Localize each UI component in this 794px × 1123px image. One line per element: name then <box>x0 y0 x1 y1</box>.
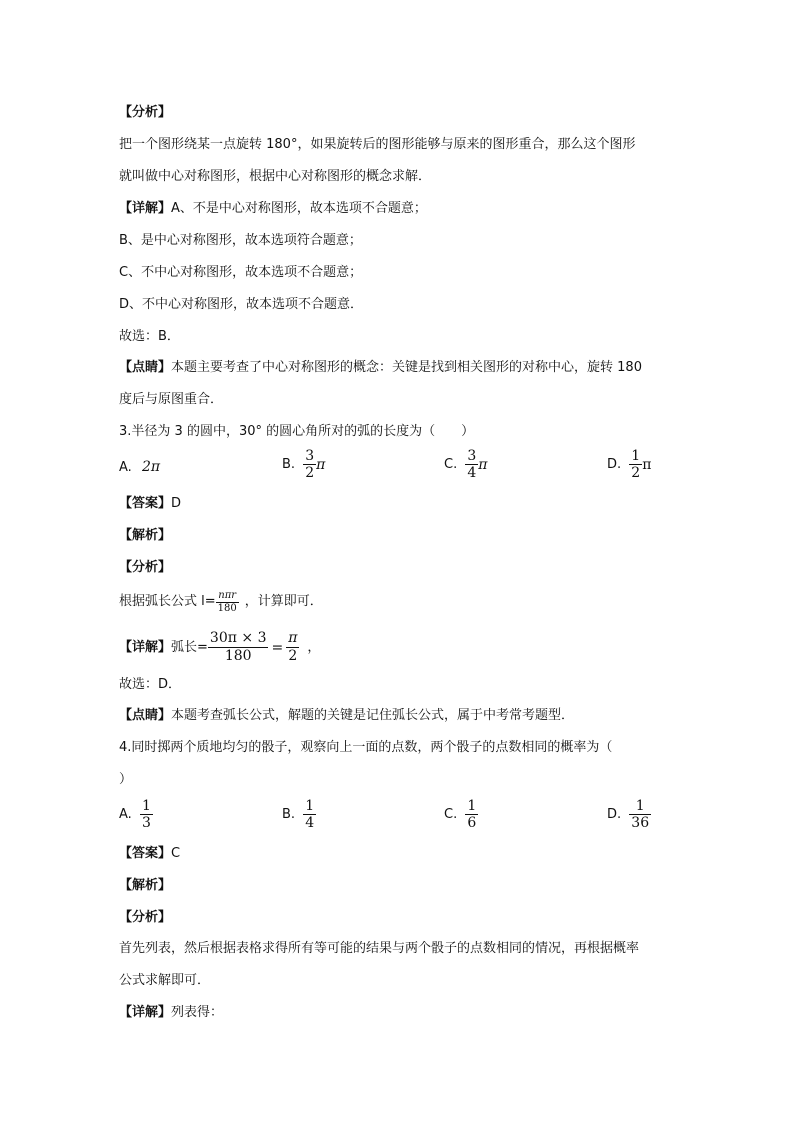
q3-detail-num-2: π <box>288 630 298 646</box>
q3-option-d <box>607 448 651 481</box>
q3-option-a-value: 2π <box>141 459 161 475</box>
q3-detail-fraction-1 <box>208 630 269 665</box>
q4-option-d-label: D. <box>607 806 622 822</box>
q3-option-c-pi: π <box>478 456 488 473</box>
q4-option-a-fraction <box>140 798 153 831</box>
q4-detail-heading: 【详解】 <box>119 1005 172 1020</box>
q4-analysis-text-1: 首先列表，然后根据表格求得所有等可能的结果与两个骰子的点数相同的情况，再根据概率 <box>119 941 640 956</box>
detail-a-text: A、不是中心对称图形，故本选项不合题意； <box>171 201 427 216</box>
q3-option-d-den: 2 <box>631 465 641 481</box>
comment-text: 本题主要考查了中心对称图形的概念：关键是找到相关图形的对称中心，旋转 180 <box>171 360 642 375</box>
q3-comment-text: 本题考查弧长公式，解题的关键是记住弧长公式，属于中考常考题型． <box>171 708 575 723</box>
q4-answer <box>119 845 180 863</box>
q4-option-a <box>119 798 153 831</box>
q4-option-b-den: 4 <box>305 815 315 831</box>
question-3: 3.半径为 3 的圆中，30° 的圆心角所对的弧的长度为（ ） <box>119 424 475 439</box>
q4-option-a-num: 1 <box>141 798 151 814</box>
q3-comment-heading: 【点睛】 <box>119 708 172 723</box>
q3-formula-suffix: ，计算即可． <box>244 594 323 609</box>
q3-option-d-fraction <box>629 448 642 481</box>
q3-answer-heading: 【答案】 <box>119 496 172 511</box>
q3-option-b-label: B. <box>282 456 296 472</box>
q3-option-c <box>444 448 487 481</box>
analysis-heading: 【分析】 <box>119 105 172 120</box>
detail-line-a <box>119 200 427 218</box>
q3-option-d-label: D. <box>607 456 622 472</box>
q4-option-c-fraction <box>465 798 478 831</box>
q3-option-b-pi: π <box>316 456 326 473</box>
q3-detail-prefix: 弧长= <box>171 639 208 655</box>
q3-formula-fraction <box>216 590 239 615</box>
q4-option-c <box>444 798 478 831</box>
q4-option-b-fraction <box>303 798 316 831</box>
q3-option-d-pi: π <box>642 456 652 473</box>
q3-detail-line <box>119 630 320 665</box>
choice-line: 故选：B． <box>119 329 180 344</box>
q3-option-b-num: 3 <box>305 448 315 464</box>
q3-detail-heading: 【详解】 <box>119 639 172 655</box>
q3-formula-num: nπr <box>218 589 237 601</box>
detail-heading: 【详解】 <box>119 201 172 216</box>
q3-answer-value: D <box>171 496 182 511</box>
q3-option-c-den: 4 <box>467 465 477 481</box>
q4-detail-text: 列表得： <box>171 1005 224 1020</box>
q3-detail-equals: = <box>271 639 284 656</box>
question-4-line-1: 4.同时掷两个质地均匀的骰子，观察向上一面的点数，两个骰子的点数相同的概率为（ <box>119 740 613 755</box>
q3-answer <box>119 495 181 513</box>
q4-solution-heading: 【解析】 <box>119 878 172 893</box>
q4-answer-heading: 【答案】 <box>119 846 172 861</box>
q4-option-d-fraction <box>629 798 651 831</box>
q4-detail <box>119 1004 223 1022</box>
q3-formula-prefix: 根据弧长公式 l= <box>119 594 216 609</box>
question-4-line-2: ） <box>119 772 133 787</box>
q4-option-a-den: 3 <box>141 815 151 831</box>
analysis-text-1: 把一个图形绕某一点旋转 180°，如果旋转后的图形能够与原来的图形重合，那么这个图形 <box>119 137 636 152</box>
q3-formula-line <box>119 588 323 617</box>
detail-line-d: D、不中心对称图形，故本选项不合题意． <box>119 297 364 312</box>
q3-option-b <box>282 448 325 481</box>
comment-heading: 【点睛】 <box>119 360 172 375</box>
q4-option-d-num: 1 <box>635 798 645 814</box>
q4-option-b-label: B. <box>282 806 296 822</box>
q3-detail-den-1: 180 <box>208 647 269 665</box>
q3-solution-heading: 【解析】 <box>119 528 172 543</box>
q4-option-c-label: C. <box>444 806 458 822</box>
q3-choice: 故选：D． <box>119 677 182 692</box>
q4-option-b-num: 1 <box>305 798 315 814</box>
q3-detail-fraction-2 <box>286 630 299 665</box>
q4-option-b <box>282 798 316 831</box>
detail-line-b: B、是中心对称图形，故本选项符合题意； <box>119 233 362 248</box>
q3-formula-den: 180 <box>217 602 237 614</box>
detail-line-c: C、不中心对称图形，故本选项不合题意； <box>119 265 363 280</box>
q4-analysis-text-2: 公式求解即可． <box>119 973 211 988</box>
q3-detail-num-1: 30π × 3 <box>209 630 267 646</box>
q3-analysis-heading: 【分析】 <box>119 560 172 575</box>
q4-option-c-den: 6 <box>467 815 477 831</box>
q3-option-a-label: A. <box>119 460 132 475</box>
comment-line-1 <box>119 359 642 377</box>
q3-detail-den-2: 2 <box>286 647 299 665</box>
q4-analysis-heading: 【分析】 <box>119 910 172 925</box>
comment-line-2: 度后与原图重合． <box>119 392 224 407</box>
q3-option-c-label: C. <box>444 456 458 472</box>
analysis-text-2: 就叫做中心对称图形，根据中心对称图形的概念求解． <box>119 169 432 184</box>
q4-option-d-den: 36 <box>631 815 650 831</box>
q3-option-c-fraction <box>465 448 478 481</box>
q3-option-b-fraction <box>303 448 316 481</box>
q3-comment <box>119 707 574 725</box>
q3-option-b-den: 2 <box>305 465 315 481</box>
q4-option-d <box>607 798 651 831</box>
q4-option-a-label: A. <box>119 806 132 822</box>
q3-option-a <box>119 458 160 477</box>
q4-option-c-num: 1 <box>467 798 477 814</box>
q3-option-c-num: 3 <box>467 448 477 464</box>
q4-answer-value: C <box>171 846 181 861</box>
q3-option-d-num: 1 <box>631 448 641 464</box>
q3-detail-suffix: ， <box>307 639 321 655</box>
